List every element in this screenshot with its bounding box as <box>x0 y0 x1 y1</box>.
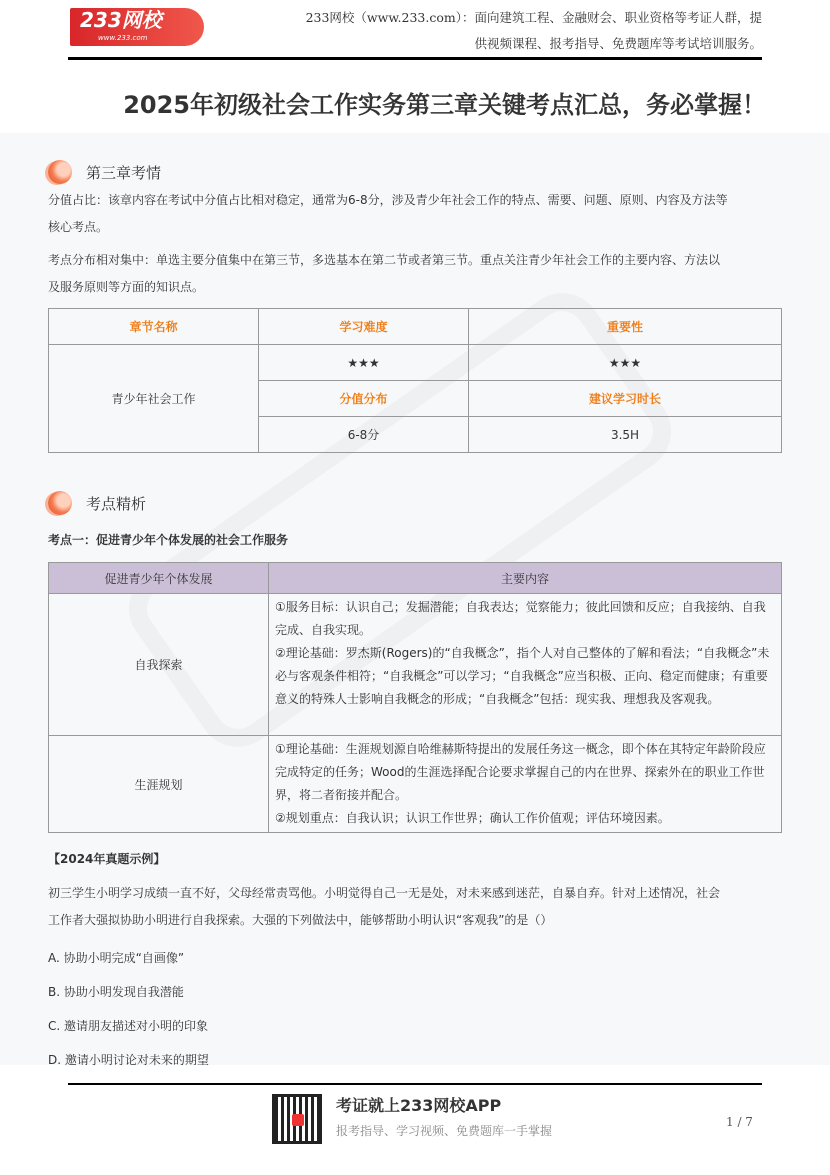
table-header: 重要性 <box>469 309 782 345</box>
table-header: 章节名称 <box>49 309 259 345</box>
question: 初三学生小明学习成绩一直不好，父母经常责骂他。小明觉得自己一无是处，对未来感到迷茫，自暴自弃。针对上述情况，社会 工作者大强拟协助小明进行自我探索。大强的下列做法中，能够帮助小明认识“客观我”的是（） <box>48 886 721 927</box>
table-header: 学习难度 <box>259 309 469 345</box>
option-a: A. 协助小明完成“自画像” <box>48 951 185 965</box>
option-b: B. 协助小明发现自我潜能 <box>48 985 184 999</box>
table-header: 主要内容 <box>269 563 782 594</box>
table-header: 分值分布 <box>259 381 469 417</box>
logo: 233网校 www.233.com <box>70 8 204 46</box>
table-cell: 6-8分 <box>259 417 469 453</box>
paragraph: 考点分布相对集中：单选主要分值集中在第三节，多选基本在第二节或者第三节。重点关注青少年社会工作的主要内容、方法以 及服务原则等方面的知识点。 <box>48 253 721 294</box>
section-heading: 第三章考情 <box>48 160 161 184</box>
paragraph: 分值占比：该章内容在考试中分值占比相对稳定，通常为6-8分，涉及青少年社会工作的特点、需要、问题、原则、内容及方法等 核心考点。 <box>48 193 728 234</box>
exam-overview-table <box>48 308 782 453</box>
option-c: C. 邀请朋友描述对小明的印象 <box>48 1019 209 1033</box>
qr-code-icon <box>272 1094 322 1144</box>
page-title: 2025年初级社会工作实务第三章关键考点汇总，务必掌握！ <box>123 91 766 119</box>
exam-heading: 【2024年真题示例】 <box>48 852 166 866</box>
table-cell: 青少年社会工作 <box>49 345 259 453</box>
content-table <box>48 562 782 833</box>
table-cell: ①服务目标：认识自己；发掘潜能；自我表达；觉察能力；彼此回馈和反应；自我接纳、自我完成、自我实现。 ②理论基础：罗杰斯(Rogers)的“自我概念”，指个人对自己整体的了解和看法；“自我概念”未必与客观条件相符；“自我概念”可以学习；“自我概念”应当积极、正向、稳定而健康；有重要意义的特殊人士影响自我概念的形成；“自我概念”包括：现实我、理想我及客观我。 <box>269 594 782 736</box>
table-cell: 自我探索 <box>49 594 269 736</box>
content-flow <box>48 527 782 1070</box>
section-heading: 考点精析 <box>48 491 146 515</box>
table-header: 建议学习时长 <box>469 381 782 417</box>
point-heading: 考点一：促进青少年个体发展的社会工作服务 <box>48 533 289 547</box>
header-divider <box>68 57 762 60</box>
footer-app: 考证就上233网校APP <box>336 1096 502 1115</box>
table-cell: ★★★ <box>259 345 469 381</box>
table-cell: ①理论基础：生涯规划源自哈维赫斯特提出的发展任务这一概念，即个体在其特定年龄阶段应完成特定的任务；Wood的生涯选择配合论要求掌握自己的内在世界、探索外在的职业工作世界，将二者衔接并配合。 ②规划重点：自我认识；认识工作世界；确认工作价值观；评估环境因素。 <box>269 736 782 833</box>
option-d: D. 邀请小明讨论对未来的期望 <box>48 1053 209 1067</box>
table-header: 促进青少年个体发展 <box>49 563 269 594</box>
footer-divider <box>68 1083 762 1085</box>
section-bullet-icon <box>48 160 72 184</box>
header-intro: 233网校（www.233.com）：面向建筑工程、金融财会、职业资格等考证人群，提 供视频课程、报考指导、免费题库等考试培训服务。 <box>305 10 762 51</box>
table-cell: ★★★ <box>469 345 782 381</box>
footer-slogan: 报考指导、学习视频、免费题库一手掌握 <box>336 1124 553 1138</box>
table-cell: 3.5H <box>469 417 782 453</box>
page-number: 1 / 7 <box>726 1115 753 1129</box>
table-cell: 生涯规划 <box>49 736 269 833</box>
section-bullet-icon <box>48 491 72 515</box>
